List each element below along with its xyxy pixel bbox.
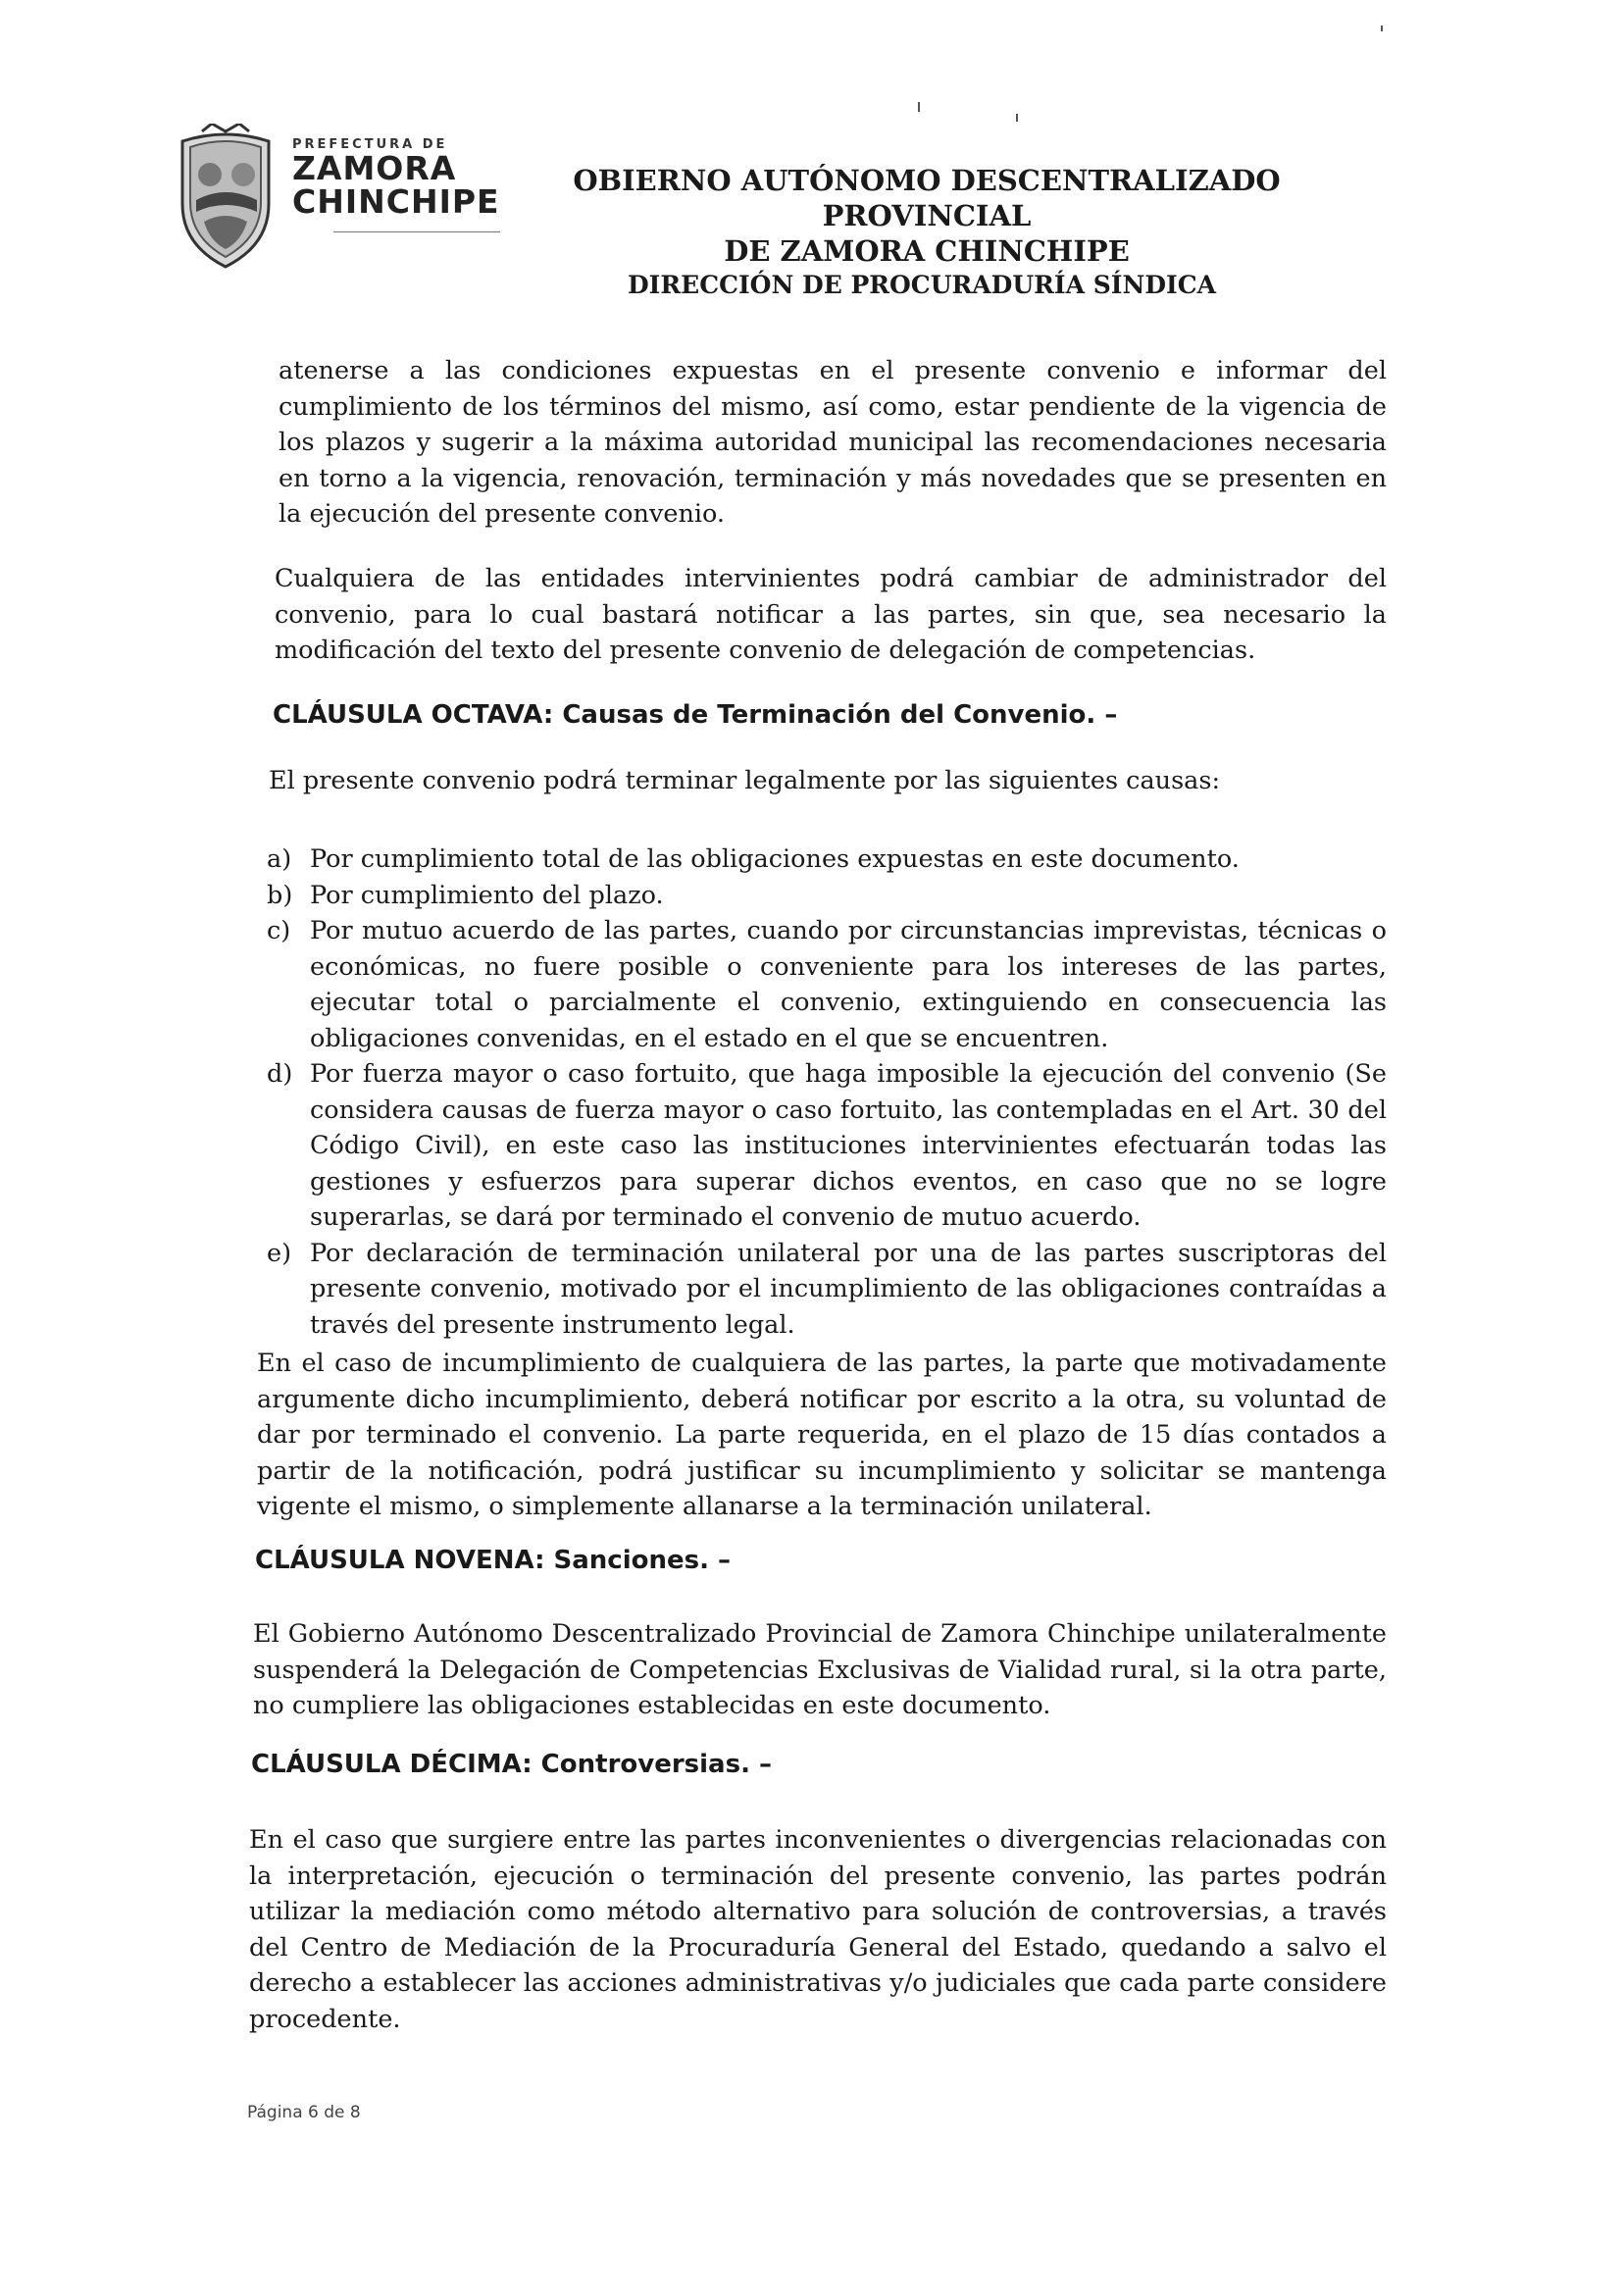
paragraph-controversies: En el caso que surgiere entre las partes inconvenientes o divergencias relacionadas con la interpretación, ejecución o terminación del presente convenio, las partes podrán utilizar la mediación como método alternativo para solución de controversias, a través del Centro de Mediación de la Procuraduría General del Estado, quedando a salvo el derecho a establecer las acciones administrativas y/o judiciales que cada parte considere procedente. [249, 1825, 1387, 2034]
list-item [267, 913, 1387, 1056]
logo-underline [333, 231, 500, 232]
clause-8-heading: CLÁUSULA OCTAVA: Causas de Terminación del Convenio. – [273, 700, 1118, 730]
list-marker: e) [267, 1238, 292, 1268]
termination-causes-list [267, 841, 1387, 1343]
prefecture-crest-logo [173, 124, 279, 271]
logo-zamora: ZAMORA [292, 149, 457, 187]
logo-text [292, 137, 498, 219]
page-number: Página 6 de 8 [247, 2103, 361, 2122]
list-marker: c) [267, 916, 291, 945]
institution-title-line2: DE ZAMORA CHINCHIPE [724, 234, 1130, 268]
list-item [267, 1056, 1387, 1236]
list-marker: d) [267, 1059, 293, 1089]
scan-speck [1381, 25, 1383, 31]
list-marker: a) [267, 844, 292, 874]
scan-speck [918, 102, 920, 112]
institution-title-line1: OBIERNO AUTÓNOMO DESCENTRALIZADO PROVINCIAL [573, 164, 1281, 232]
list-item [267, 1236, 1387, 1344]
list-item-text: Por mutuo acuerdo de las partes, cuando por circunstancias imprevistas, técnicas o económicas, no fuere posible o conveniente para los intereses de las partes, ejecutar total o parcialmente el convenio, extinguiendo en consecuencia las obligaciones convenidas, en el estado en el que se encuentren. [310, 916, 1387, 1053]
list-item [267, 841, 1387, 878]
clause-9-heading: CLÁUSULA NOVENA: Sanciones. – [255, 1546, 732, 1575]
paragraph-sanctions: El Gobierno Autónomo Descentralizado Provincial de Zamora Chinchipe unilateralmente suspenderá la Delegación de Competencias Exclusivas de Vialidad rural, si la otra parte, no cumpliere las obligaciones establecidas en este documento. [253, 1619, 1387, 1720]
logo-prefix: PREFECTURA DE [292, 137, 448, 152]
clause-8-intro: El presente convenio podrá terminar legalmente por las siguientes causas: [269, 766, 1221, 795]
logo-chinchipe: CHINCHIPE [292, 182, 500, 221]
paragraph-administrator: atenerse a las condiciones expuestas en el presente convenio e informar del cumplimiento de los términos del mismo, así como, estar pendiente de la vigencia de los plazos y sugerir a la máxima autoridad municipal las recomendaciones necesaria en torno a la vigencia, renovación, terminación y más novedades que se presenten en la ejecución del presente convenio. [279, 356, 1387, 529]
paragraph-breach: En el caso de incumplimiento de cualquiera de las partes, la parte que motivadamente argumente dicho incumplimiento, deberá notificar por escrito a la otra, su voluntad de dar por terminado el convenio. La parte requerida, en el plazo de 15 días contados a partir de la notificación, podrá justificar su incumplimiento y solicitar se mantenga vigente el mismo, o simplemente allanarse a la terminación unilateral. [257, 1349, 1387, 1521]
list-marker: b) [267, 880, 293, 910]
list-item-text: Por declaración de terminación unilateral por una de las partes suscriptoras del presente convenio, motivado por el incumplimiento de las obligaciones contraídas a través del presente instrumento legal. [310, 1238, 1387, 1340]
scan-speck [1016, 114, 1018, 122]
institution-title [510, 163, 1344, 269]
department-title: DIRECCIÓN DE PROCURADURÍA SÍNDICA [627, 271, 1216, 299]
list-item-text: Por cumplimiento total de las obligaciones expuestas en este documento. [310, 844, 1240, 874]
paragraph-change-administrator: Cualquiera de las entidades intervinientes podrá cambiar de administrador del convenio, para lo cual bastará notificar a las partes, sin que, sea necesario la modificación del texto del presente convenio de delegación de competencias. [275, 564, 1387, 665]
list-item-text: Por cumplimiento del plazo. [310, 880, 664, 910]
list-item-text: Por fuerza mayor o caso fortuito, que haga imposible la ejecución del convenio (Se considera causas de fuerza mayor o caso fortuito, las contempladas en el Art. 30 del Código Civil), en este caso las instituciones intervinientes efectuarán todas las gestiones y esfuerzos para superar dichos eventos, en caso que no se logre superarlas, se dará por terminado el convenio de mutuo acuerdo. [310, 1059, 1387, 1232]
list-item [267, 878, 1387, 914]
clause-10-heading: CLÁUSULA DÉCIMA: Controversias. – [251, 1750, 772, 1779]
